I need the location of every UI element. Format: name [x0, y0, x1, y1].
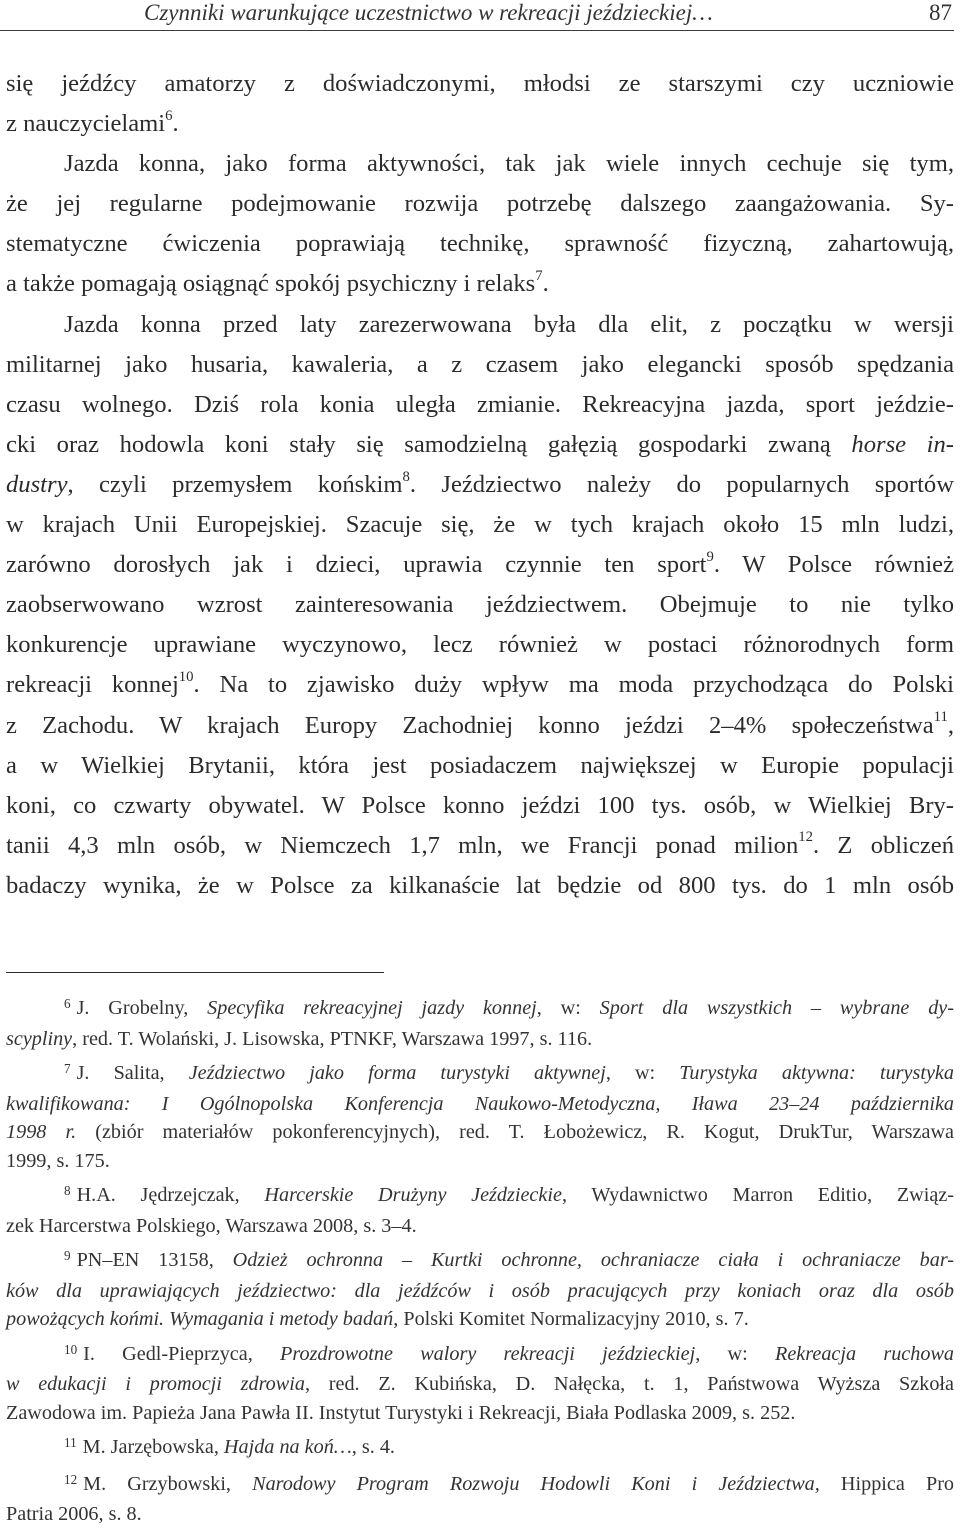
footnote-reference: 7: [535, 268, 543, 285]
footnote-reference: 6: [165, 107, 173, 124]
footnote-number: 8: [64, 1183, 71, 1199]
text-run: Jazda konna przed laty zarezerwowana była dla elit, z początku w wersji: [64, 310, 954, 338]
text-run: , s. 4.: [351, 1436, 395, 1458]
footnote-line: [6, 1212, 954, 1241]
footnote-7: [6, 1059, 954, 1175]
footnote-number: 7: [64, 1061, 71, 1077]
text-line: [6, 625, 954, 665]
text-run: a także pomagają osiągnąć spokój psychiczny i relaks: [6, 270, 536, 298]
text-run: konkurencje uprawiane wyczynowo, lecz również w postaci różnorodnych form: [6, 631, 954, 659]
text-line: [6, 465, 954, 505]
footnote-9: [6, 1246, 954, 1334]
italic-text: Hajda na koń…: [223, 1436, 352, 1458]
body-text: [6, 64, 954, 906]
text-line: [6, 345, 954, 385]
paragraph: [6, 144, 954, 304]
text-line: [6, 706, 954, 746]
text-run: w krajach Unii Europejskiej. Szacuje się, że w tych krajach około 15 mln ludzi,: [6, 511, 954, 539]
running-head: [0, 0, 954, 31]
footnote-line: [6, 1277, 954, 1306]
italic-text: dustry: [6, 470, 68, 498]
text-run: ,: [947, 711, 954, 739]
text-run: . Z obliczeń: [813, 831, 954, 859]
footnote-line: [6, 1433, 954, 1464]
italic-text: horse in-: [851, 430, 954, 458]
footnote-line: [6, 1181, 954, 1212]
footnote-number: 12: [64, 1471, 78, 1487]
text-run: badaczy wynika, że w Polsce za kilkanaście lat będzie od 800 tys. do 1 mln osób: [6, 871, 954, 899]
text-run: stematyczne ćwiczenia poprawiają technikę, sprawność fizyczną, zahartowują,: [6, 230, 954, 258]
italic-text: kwalifikowana: I Ogólnopolska Konferencja Naukowo-Metodyczna, Iława 23–24 października: [6, 1092, 954, 1115]
footnote-12: [6, 1470, 954, 1529]
text-run: , w:: [695, 1342, 776, 1365]
text-run: , w:: [605, 1062, 680, 1084]
italic-text: ków dla uprawiających jeździectwo: dla jeźdźców i osób pracujących przy koniach oraz dla osób: [6, 1279, 954, 1302]
text-line: [6, 585, 954, 625]
italic-text: Jeździectwo jako forma turystyki aktywnej: [188, 1062, 606, 1084]
text-line: [6, 866, 954, 906]
text-line: [6, 425, 954, 465]
footnote-reference: 11: [933, 709, 948, 726]
paragraph: [6, 305, 954, 906]
text-line: [6, 64, 954, 104]
footnote-reference: 8: [402, 468, 410, 485]
paragraph: [6, 64, 954, 144]
footnote-line: [6, 1090, 954, 1119]
footnote-reference: 12: [798, 829, 814, 846]
text-run: . Jeździectwo należy do popularnych sportów: [409, 470, 954, 498]
text-line: [6, 746, 954, 786]
text-run: Zawodowa im. Papieża Jana Pawła II. Instytut Turystyki i Rekreacji, Biała Podlaska 2009, s. 252.: [6, 1401, 796, 1424]
text-line: [6, 264, 954, 304]
text-run: z nauczycielami: [6, 110, 166, 138]
text-line: [6, 826, 954, 866]
text-run: , red. Z. Kubińska, D. Nałęcka, t. 1, Państwowa Wyższa Szkoła: [304, 1373, 954, 1395]
footnote-line: [6, 1147, 954, 1176]
italic-text: Odzież ochronna – Kurtki ochronne, ochraniacze ciała i ochraniacze bar-: [232, 1249, 954, 1271]
footnote-line: [6, 1340, 954, 1371]
text-run: tanii 4,3 mln osób, w Niemczech 1,7 mln, we Francji ponad milion: [6, 831, 799, 859]
text-run: 1999, s. 175.: [6, 1149, 110, 1172]
footnotes: [6, 994, 954, 1535]
text-run: . W Polsce również: [713, 551, 954, 579]
text-run: zaobserwowano wzrost zainteresowania jeździectwem. Obejmuje to nie tylko: [6, 591, 954, 619]
text-run: rekreacji konnej: [6, 671, 179, 699]
italic-text: Rekreacja ruchowa: [775, 1342, 955, 1365]
footnote-10: [6, 1340, 954, 1428]
text-run: Hippica Pro: [819, 1472, 955, 1495]
italic-text: w edukacji i promocji zdrowia: [6, 1373, 305, 1395]
text-run: cki oraz hodowla koni stały się samodzielną gałęzią gospodarki zwaną: [6, 430, 852, 458]
text-line: [6, 305, 954, 345]
text-run: J. Grobelny,: [76, 997, 208, 1019]
text-line: [6, 505, 954, 545]
footnote-line: [6, 994, 954, 1025]
text-run: a w Wielkiej Brytanii, która jest posiadaczem największej w Europie populacji: [6, 751, 954, 779]
footnote-line: [6, 1399, 954, 1428]
text-line: [6, 665, 954, 705]
text-run: J. Salita,: [76, 1062, 189, 1084]
text-run: się jeźdźcy amatorzy z doświadczonymi, młodsi ze starszymi czy uczniowie: [6, 70, 954, 97]
italic-text: Narodowy Program Rozwoju Hodowli Koni i Jeździectwa,: [252, 1472, 820, 1495]
footnote-line: [6, 1059, 954, 1090]
text-run: Jazda konna, jako forma aktywności, tak jak wiele innych cechuje się tym,: [64, 150, 954, 178]
text-run: . Na to zjawisko duży wpływ ma moda przychodząca do Polski: [193, 671, 954, 699]
text-run: militarnej jako husaria, kawaleria, a z czasem jako elegancki sposób spędzania: [6, 350, 954, 378]
text-run: zarówno dorosłych jak i dzieci, uprawia czynnie ten sport: [6, 551, 707, 579]
text-run: M. Grzybowski,: [83, 1472, 253, 1495]
text-line: [6, 184, 954, 224]
footnote-line: [6, 1500, 954, 1529]
text-run: , czyli przemysłem końskim: [67, 470, 403, 498]
footnote-line: [6, 1305, 954, 1334]
text-run: że jej regularne podejmowanie rozwija potrzebę dalszego zaangażowania. Sy-: [6, 190, 954, 218]
text-run: (zbiór materiałów pokonferencyjnych), red. T. Łobożewicz, R. Kogut, DrukTur, Warszawa: [76, 1121, 954, 1143]
italic-text: scypliny: [6, 1027, 73, 1050]
text-run: , w:: [536, 997, 600, 1019]
italic-text: Turystyka aktywna: turystyka: [679, 1062, 954, 1084]
text-run: czasu wolnego. Dziś rola konia uległa zmianie. Rekreacyjna jazda, sport jeździe-: [6, 390, 954, 418]
page-number: 87: [929, 0, 952, 25]
text-line: [6, 144, 954, 184]
text-line: [6, 224, 954, 264]
text-run: PN–EN 13158,: [76, 1249, 233, 1271]
text-line: [6, 786, 954, 826]
text-run: , Polski Komitet Normalizacyjny 2010, s. 7.: [393, 1308, 749, 1330]
italic-text: Prozdrowotne walory rekreacji jeździeckiej: [280, 1342, 696, 1365]
text-run: Patria 2006, s. 8.: [6, 1503, 142, 1525]
text-run: I. Gedl-Pieprzyca,: [83, 1342, 281, 1365]
footnote-6: [6, 994, 954, 1053]
text-run: , Wydawnictwo Marron Editio, Związ-: [561, 1184, 955, 1206]
footnote-line: [6, 1025, 954, 1054]
footnote-8: [6, 1181, 954, 1240]
italic-text: 1998 r.: [6, 1121, 77, 1143]
text-run: zek Harcerstwa Polskiego, Warszawa 2008, s. 3–4.: [6, 1214, 417, 1237]
footnote-reference: 9: [706, 548, 714, 565]
text-run: z Zachodu. W krajach Europy Zachodniej konno jeździ 2–4% społeczeństwa: [6, 711, 934, 739]
text-run: M. Jarzębowska,: [82, 1436, 224, 1458]
text-run: , red. T. Wolański, J. Lisowska, PTNKF, Warszawa 1997, s. 116.: [72, 1027, 593, 1050]
footnote-reference: 10: [178, 669, 194, 686]
footnote-number: 11: [64, 1435, 77, 1451]
text-run: H.A. Jędrzejczak,: [76, 1184, 265, 1206]
footnote-number: 9: [64, 1248, 71, 1264]
text-line: [6, 545, 954, 585]
text-run: koni, co czwarty obywatel. W Polsce konno jeździ 100 tys. osób, w Wielkiej Bry-: [6, 791, 954, 819]
italic-text: powożących końmi. Wymagania i metody badań: [6, 1308, 394, 1330]
italic-text: Harcerskie Drużyny Jeździeckie: [264, 1184, 562, 1206]
text-run: .: [172, 110, 179, 138]
text-line: [6, 385, 954, 425]
footnote-number: 10: [64, 1341, 78, 1357]
text-line: [6, 104, 954, 144]
footnote-number: 6: [64, 996, 71, 1012]
footnote-line: [6, 1470, 954, 1501]
footnote-line: [6, 1118, 954, 1147]
footnote-11: [6, 1433, 954, 1464]
running-title: Czynniki warunkujące uczestnictwo w rekreacji jeździeckiej…: [144, 0, 713, 25]
footnote-line: [6, 1370, 954, 1399]
footnote-line: [6, 1246, 954, 1277]
footnote-separator: [6, 972, 384, 973]
italic-text: Sport dla wszystkich – wybrane dy-: [599, 997, 954, 1019]
text-run: .: [542, 270, 549, 298]
italic-text: Specyfika rekreacyjnej jazdy konnej: [207, 997, 537, 1019]
